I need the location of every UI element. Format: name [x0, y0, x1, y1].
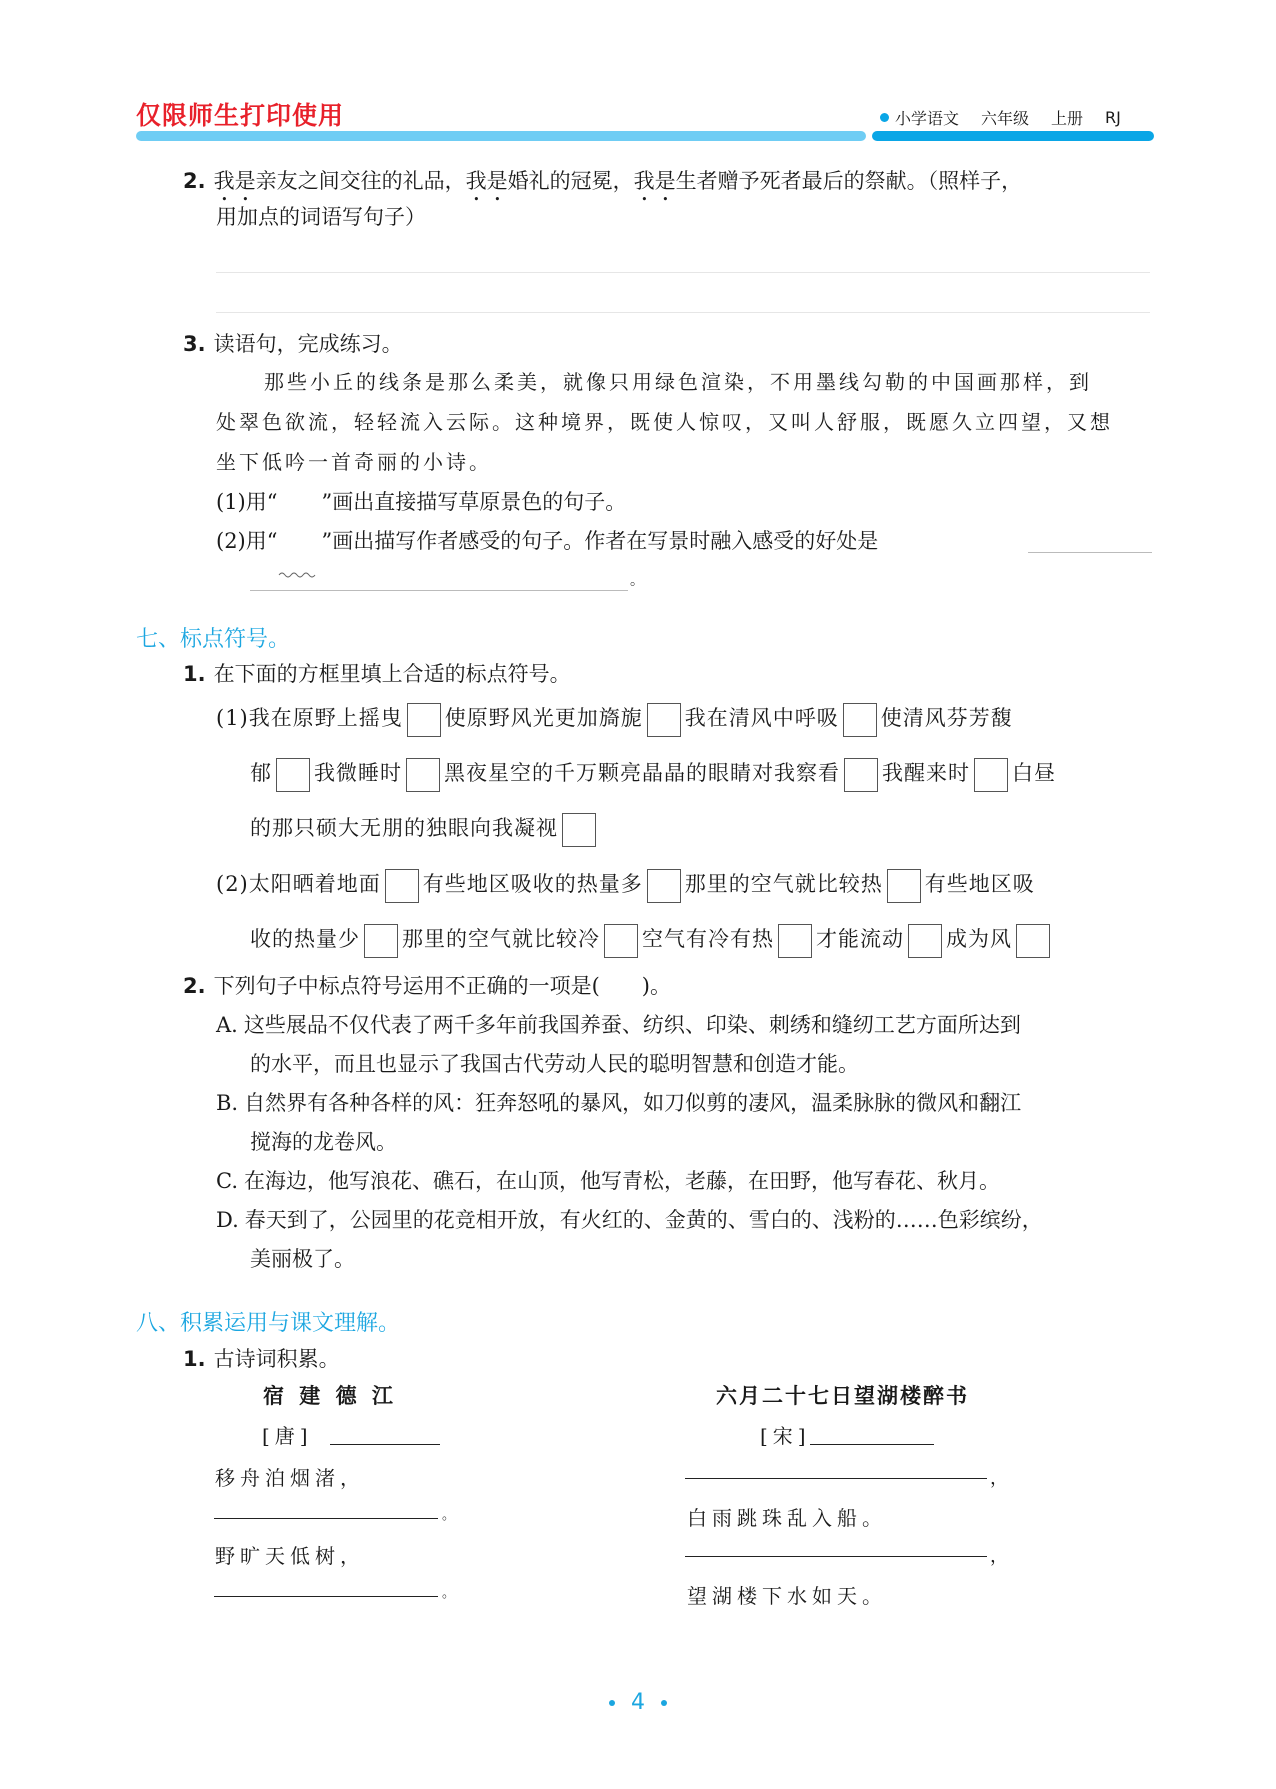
- question-number: 2.: [183, 169, 206, 193]
- question-number: 3.: [183, 332, 206, 356]
- reading-passage: [216, 362, 1156, 482]
- page-number: [0, 1690, 1276, 1715]
- sub-question-1: [216, 483, 626, 521]
- punctuation-box[interactable]: [647, 869, 681, 903]
- answer-line[interactable]: [216, 272, 1150, 273]
- option-text: 美丽极了。: [250, 1247, 355, 1271]
- segment: 我微睡时: [314, 761, 402, 785]
- punctuation-box[interactable]: [887, 869, 921, 903]
- section7-question-1: [183, 655, 571, 693]
- question-text: 下列句子中标点符号运用不正确的一项是( )。: [213, 974, 671, 998]
- sub-question-2: [216, 522, 878, 560]
- punctuation-box[interactable]: [844, 758, 878, 792]
- section-title-7: 七、标点符号。: [136, 627, 291, 652]
- punctuation-box[interactable]: [385, 869, 419, 903]
- segment: 收的热量少: [250, 927, 360, 951]
- option-text: 搅海的龙卷风。: [250, 1130, 397, 1154]
- sub-text: ”画出描写作者感受的句子。作者在写景时融入感受的好处是: [321, 529, 879, 553]
- poem2-title: 六月二十七日望湖楼醉书: [716, 1384, 969, 1408]
- option-d[interactable]: [216, 1201, 1156, 1240]
- punctuation-box[interactable]: [276, 758, 310, 792]
- passage-line: 坐下低吟一首奇丽的小诗。: [216, 450, 492, 474]
- punctuation-box[interactable]: [647, 703, 681, 737]
- segment: 空气有冷有热: [642, 927, 774, 951]
- punctuation-box[interactable]: [406, 758, 440, 792]
- poem2-blank-line[interactable]: [685, 1478, 987, 1479]
- punctuation-box[interactable]: [364, 924, 398, 958]
- poem1-blank-line[interactable]: [214, 1596, 438, 1597]
- segment: 郁: [250, 761, 272, 785]
- grade-label: 六年级: [981, 109, 1030, 128]
- segment: 有些地区吸收的热量多: [422, 872, 643, 896]
- dot-icon: [609, 1700, 615, 1706]
- edition-label: RJ: [1105, 108, 1121, 127]
- question-text: 亲友之间交往的礼品，: [255, 169, 466, 193]
- segment: 的那只硕大无朋的独眼向我凝视: [250, 816, 558, 840]
- poem1-dynasty: [唐]: [262, 1424, 313, 1448]
- option-c[interactable]: [216, 1162, 1156, 1201]
- punctuation-box[interactable]: [974, 758, 1008, 792]
- punctuation-box[interactable]: [562, 813, 596, 847]
- poem1-blank-line[interactable]: [214, 1518, 438, 1519]
- poem2-line: 白雨跳珠乱入船。: [687, 1506, 887, 1530]
- punct-line: [250, 800, 600, 856]
- punct-line: [250, 911, 1054, 967]
- subject-label: 小学语文: [895, 109, 960, 128]
- poem2-blank-line[interactable]: [685, 1556, 987, 1557]
- punctuation-box[interactable]: [908, 924, 942, 958]
- segment: 我在清风中呼吸: [684, 706, 839, 730]
- segment: 我醒来时: [882, 761, 970, 785]
- poem1-line: 野旷天低树，: [215, 1544, 365, 1568]
- option-label: B.: [216, 1091, 239, 1115]
- volume-label: 上册: [1051, 109, 1084, 128]
- segment: (1)我在原野上摇曳: [216, 706, 403, 730]
- punctuation-box[interactable]: [843, 703, 877, 737]
- dotted-word: 我是: [465, 169, 508, 193]
- punctuation-box[interactable]: [1016, 924, 1050, 958]
- segment: (2)太阳晒着地面: [216, 872, 381, 896]
- option-text: 自然界有各种各样的风：狂奔怒吼的暴风，如刀似剪的凄风，温柔脉脉的微风和翻江: [244, 1091, 1022, 1115]
- dotted-word: 我是: [213, 169, 256, 193]
- poem2-dynasty: [宋]: [760, 1424, 811, 1448]
- poem2-author-blank[interactable]: [810, 1444, 934, 1445]
- question-text: 在下面的方框里填上合适的标点符号。: [213, 662, 571, 686]
- dot-icon: [661, 1700, 667, 1706]
- punctuation-box[interactable]: [778, 924, 812, 958]
- option-text: 这些展品不仅代表了两千多年前我国养蚕、纺织、印染、刺绣和缝纫工艺方面所达到: [243, 1013, 1021, 1037]
- answer-line[interactable]: [250, 590, 628, 591]
- option-label: D.: [216, 1208, 239, 1232]
- sub-text: (2)用“: [216, 529, 278, 553]
- header-divider-right: [872, 131, 1154, 141]
- question-number: 1.: [183, 662, 206, 686]
- sub-text: ”画出直接描写草原景色的句子。: [321, 490, 627, 514]
- question-number: 1.: [183, 1347, 206, 1371]
- punct-line: [250, 745, 1056, 801]
- poem1-line: 移舟泊烟渚，: [215, 1466, 365, 1490]
- answer-line[interactable]: [1028, 552, 1152, 553]
- question-3: [183, 325, 403, 363]
- option-label: A.: [216, 1013, 238, 1037]
- page-number-value: 4: [631, 1690, 645, 1715]
- segment: 有些地区吸: [924, 872, 1035, 896]
- poem1-title: 宿 建 德 江: [263, 1384, 397, 1408]
- question-2-line2: 用加点的词语写句子）: [216, 205, 426, 229]
- header-title: 仅限师生打印使用: [136, 101, 345, 130]
- segment: 使清风芬芳馥: [880, 706, 1013, 730]
- question-text: 生者赠予死者最后的祭献。（照样子，: [675, 169, 1023, 193]
- segment: 黑夜星空的千万颗亮晶晶的眼睛对我察看: [444, 761, 840, 785]
- end-mark: 。: [630, 573, 644, 589]
- answer-line[interactable]: [216, 312, 1150, 313]
- option-a[interactable]: [216, 1006, 1156, 1045]
- option-text: 的水平，而且也显示了我国古代劳动人民的聪明智慧和创造才能。: [250, 1052, 859, 1076]
- end-mark: 。: [442, 1508, 456, 1523]
- dotted-word: 我是: [633, 169, 676, 193]
- bullet-icon: [880, 113, 889, 122]
- segment: 那里的空气就比较热: [684, 872, 883, 896]
- question-text: 古诗词积累。: [213, 1347, 340, 1371]
- end-mark: ，: [990, 1468, 1008, 1489]
- punct-line: [216, 690, 1013, 746]
- poem1-author-blank[interactable]: [330, 1444, 440, 1445]
- section8-question-1: [183, 1340, 340, 1378]
- header-meta: [880, 106, 1121, 129]
- segment: 白昼: [1012, 761, 1056, 785]
- segment: 才能流动: [816, 927, 904, 951]
- header-divider-left: [136, 131, 866, 141]
- section-title-8: 八、积累运用与课文理解。: [136, 1311, 401, 1336]
- punctuation-box[interactable]: [407, 703, 441, 737]
- question-number: 2.: [183, 974, 206, 998]
- question-text: 读语句，完成练习。: [213, 332, 403, 356]
- segment: 成为风: [946, 927, 1012, 951]
- segment: 使原野风光更加旖旎: [444, 706, 643, 730]
- sub-text: (1)用“: [216, 490, 278, 514]
- options-list: [216, 1006, 1156, 1279]
- passage-line: 处翠色欲流，轻轻流入云际。这种境界，既使人惊叹，又叫人舒服，既愿久立四望，又想: [216, 410, 1113, 434]
- end-mark: ，: [990, 1546, 1008, 1567]
- end-mark: 。: [442, 1586, 456, 1601]
- option-b[interactable]: [216, 1084, 1156, 1123]
- punct-line: [216, 856, 1035, 912]
- poem2-line: 望湖楼下水如天。: [687, 1584, 887, 1608]
- option-text: 在海边，他写浪花、礁石，在山顶，他写青松，老藤，在田野，他写春花、秋月。: [244, 1169, 1000, 1193]
- punctuation-box[interactable]: [604, 924, 638, 958]
- option-text: 春天到了，公园里的花竞相开放，有火红的、金黄的、雪白的、浅粉的……色彩缤纷，: [244, 1208, 1043, 1232]
- option-label: C.: [216, 1169, 238, 1193]
- passage-line: 那些小丘的线条是那么柔美，就像只用绿色渲染，不用墨线勾勒的中国画那样，到: [264, 370, 1092, 394]
- question-text: 婚礼的冠冕，: [507, 169, 634, 193]
- section7-question-2: [183, 967, 671, 1005]
- segment: 那里的空气就比较冷: [402, 927, 600, 951]
